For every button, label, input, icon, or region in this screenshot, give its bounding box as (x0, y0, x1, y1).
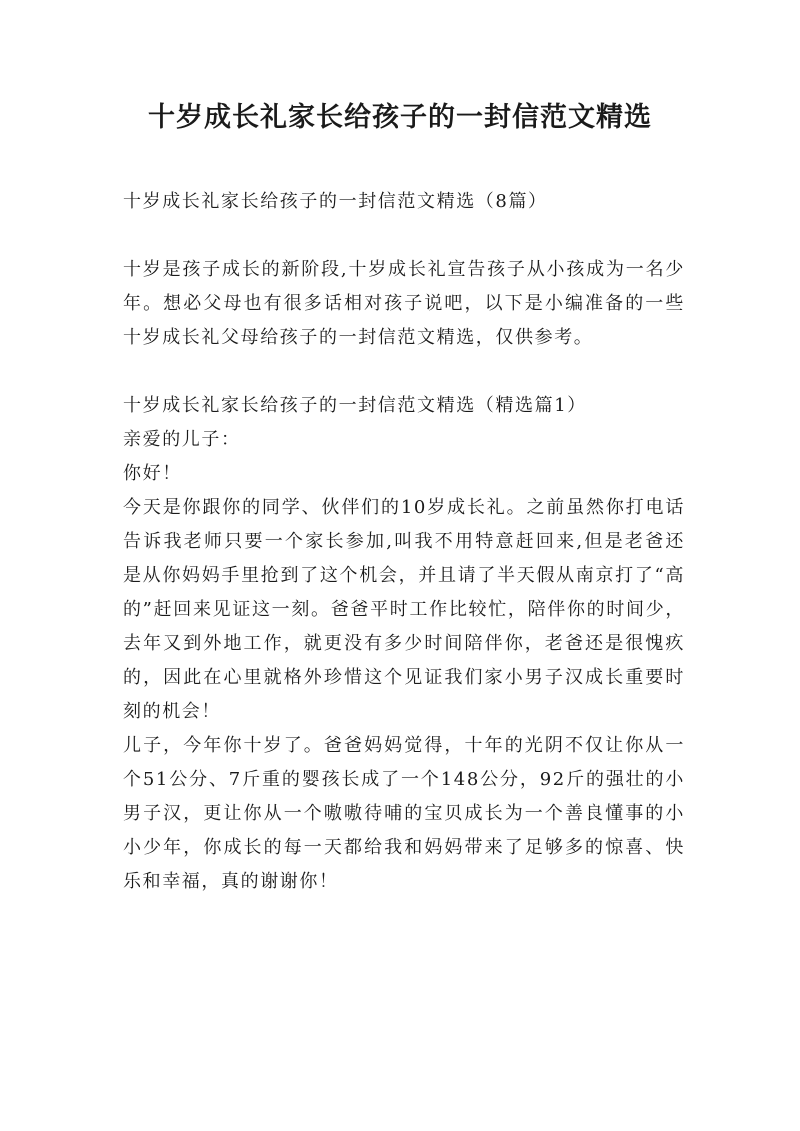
letter-paragraph-2: 儿子，今年你十岁了。爸爸妈妈觉得，十年的光阴不仅让你从一个51公分、7斤重的婴孩长成了一个148公分，92斤的强壮的小男子汉，更让你从一个嗷嗷待哺的宝贝成长为一个善良懂事的小小少年，你成长的每一天都给我和妈妈带来了足够多的惊喜、快乐和幸福，真的谢谢你！ (123, 735, 685, 892)
letter-paragraph-1: 今天是你跟你的同学、伙伴们的10岁成长礼。之前虽然你打电话告诉我老师只要一个家长参加,叫我不用特意赶回来,但是老爸还是从你妈妈手里抢到了这个机会，并且请了半天假从南京打了“高的”赶回来见证这一刻。爸爸平时工作比较忙，陪伴你的时间少，去年又到外地工作，就更没有多少时间陪伴你，老爸还是很愧疚的，因此在心里就格外珍惜这个见证我们家小男子汉成长重要时刻的机会！ (123, 497, 685, 722)
intro-paragraph: 十岁是孩子成长的新阶段,十岁成长礼宣告孩子从小孩成为一名少年。想必父母也有很多话相对孩子说吧，以下是小编准备的一些十岁成长礼父母给孩子的一封信范文精选，仅供参考。 (123, 259, 685, 348)
letter-salutation: 亲爱的儿子： (123, 429, 241, 450)
document-subtitle: 十岁成长礼家长给孩子的一封信范文精选（8篇） (123, 191, 548, 212)
spacer (123, 219, 685, 253)
letter-greeting: 你好！ (123, 463, 182, 484)
spacer (123, 355, 685, 389)
document-title: 十岁成长礼家长给孩子的一封信范文精选 (148, 102, 652, 133)
section-heading: 十岁成长礼家长给孩子的一封信范文精选（精选篇1） (123, 395, 587, 416)
document-body (123, 185, 685, 899)
